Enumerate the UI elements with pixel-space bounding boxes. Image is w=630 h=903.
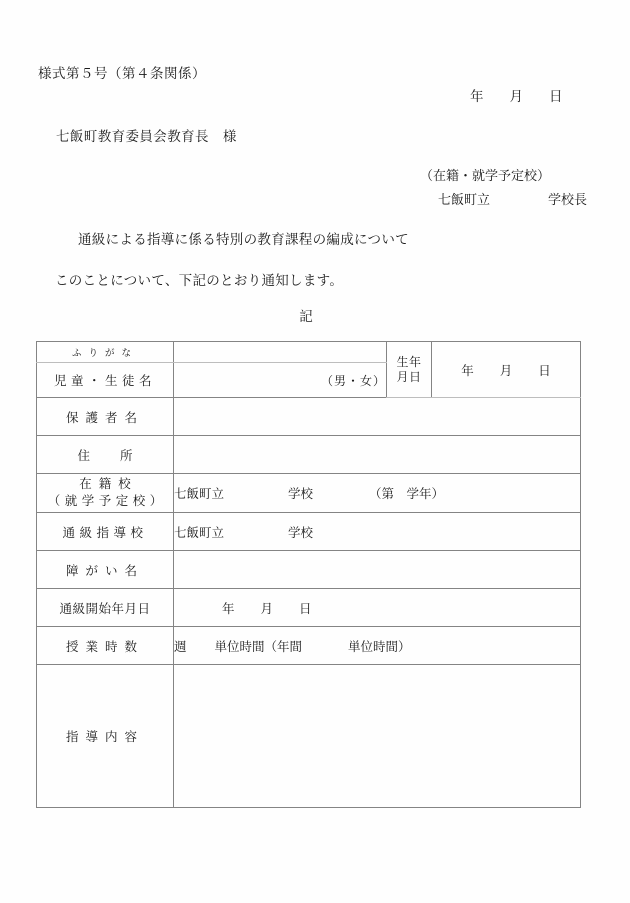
addressee-name: 七飯町教育委員会教育長 [56, 129, 209, 144]
enrolled-school-suffix: 学校 [288, 487, 314, 501]
guardian-value-cell[interactable] [174, 398, 581, 436]
tsukyu-school-label: 通級指導校 [37, 513, 174, 551]
document-subject: 通級による指導に係る特別の教育課程の編成について [78, 232, 409, 247]
student-name-label: 児童・生徒名 [37, 363, 174, 398]
tsukyu-school-town: 七飯町立 [174, 525, 225, 540]
enrolled-school-label-line1: 在籍校 [79, 477, 138, 491]
header-date-line [470, 85, 563, 105]
address-label [37, 436, 174, 474]
dob-label-cell [387, 342, 432, 398]
class-hours-annual: 単位時間） [348, 639, 411, 654]
tsukyu-school-value-cell[interactable] [174, 513, 581, 551]
addressee-line [56, 125, 237, 145]
student-name-value-cell[interactable] [174, 363, 387, 398]
table-row-enrolled-school [37, 474, 581, 513]
enrolled-school-grade: （第 学年） [369, 487, 445, 501]
address-value-cell[interactable] [174, 436, 581, 474]
form-number: 様式第５号（第４条関係） [38, 66, 206, 81]
table-row-guardian [37, 398, 581, 436]
guidance-value-cell[interactable] [174, 665, 581, 808]
start-date-year: 年 [222, 601, 235, 616]
addressee-honorific: 様 [222, 129, 237, 144]
start-date-label: 通級開始年月日 [37, 589, 174, 627]
dob-label-line2: 月日 [396, 369, 422, 384]
document-intro: このことについて、下記のとおり通知します。 [55, 273, 344, 288]
disability-label: 障がい名 [37, 551, 174, 589]
guardian-label: 保護者名 [37, 398, 174, 436]
disability-value-cell[interactable] [174, 551, 581, 589]
guidance-label: 指導内容 [37, 665, 174, 808]
table-row-furigana [37, 342, 581, 363]
sender-school-type: （在籍・就学予定校） [420, 168, 551, 183]
table-row-start-date [37, 589, 581, 627]
header-date-month: 月 [509, 89, 523, 104]
dob-value-cell[interactable] [432, 342, 581, 398]
table-row-address [37, 436, 581, 474]
class-hours-week: 週 [174, 639, 187, 654]
header-date-year: 年 [470, 89, 484, 104]
dob-year: 年 [461, 363, 474, 378]
start-date-month: 月 [260, 601, 274, 616]
address-label-text: 住所 [77, 448, 163, 463]
student-info-table [36, 341, 581, 808]
dob-day: 日 [538, 363, 551, 378]
dob-label-line1: 生年 [396, 354, 422, 369]
table-row-disability [37, 551, 581, 589]
sex-options: （男・女） [320, 373, 386, 388]
furigana-value-cell[interactable] [174, 342, 387, 363]
start-date-value-cell[interactable] [174, 589, 581, 627]
tsukyu-school-suffix: 学校 [288, 525, 314, 540]
sender-school-line [438, 189, 587, 210]
class-hours-unit: 単位時間（年間 [214, 639, 303, 654]
furigana-label: ふりがな [37, 342, 174, 363]
ki-mark: 記 [299, 309, 313, 324]
table-row-tsukyu-school [37, 513, 581, 551]
table-row-class-hours [37, 627, 581, 665]
header-date-day: 日 [549, 89, 563, 104]
enrolled-school-value-cell[interactable] [174, 474, 581, 513]
sender-town: 七飯町立 [438, 192, 491, 207]
enrolled-school-label-line2: （就学予定校） [47, 494, 167, 508]
sender-principal: 学校長 [548, 192, 588, 207]
class-hours-label: 授業時数 [37, 627, 174, 665]
table-row-guidance [37, 665, 581, 808]
enrolled-school-town: 七飯町立 [174, 487, 225, 501]
dob-month: 月 [499, 363, 513, 378]
class-hours-value-cell[interactable] [174, 627, 581, 665]
sender-block [420, 165, 587, 210]
start-date-day: 日 [299, 601, 312, 616]
enrolled-school-label [37, 474, 174, 513]
